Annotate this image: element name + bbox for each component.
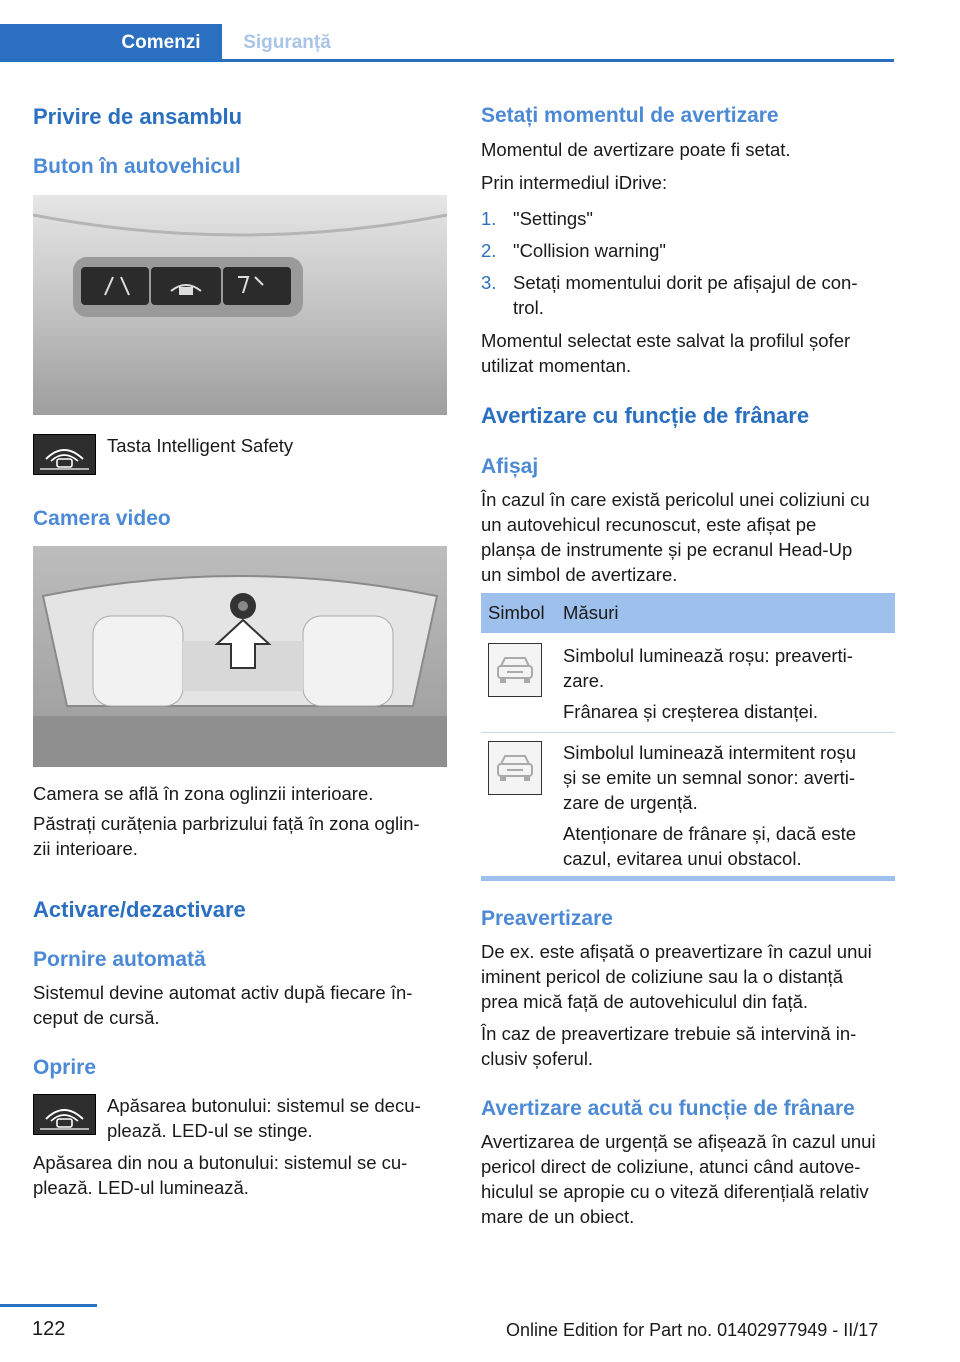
page-number: 122	[32, 1318, 66, 1340]
subsection-title-auto-start: Pornire automată	[33, 948, 206, 971]
subsection-title-prewarning: Preavertizare	[481, 907, 613, 930]
subsection-title-acute-warning: Avertizare acută cu funcție de frânare	[481, 1097, 855, 1120]
car-warning-icon	[488, 741, 542, 795]
edition-text: Online Edition for Part no. 01402977949 - II/17	[506, 1320, 879, 1340]
button-caption: Tasta Intelligent Safety	[107, 435, 294, 456]
row2-text-5: cazul, evitarea unui obstacol.	[563, 848, 802, 869]
column-header-measures: Măsuri	[563, 602, 619, 623]
table-bottom-border	[481, 876, 895, 881]
row2-text-3: zare de urgență.	[563, 792, 698, 813]
display-text-1: În cazul în care există pericolul unei coliziuni cu	[481, 489, 870, 510]
subsection-title-warning-time: Setați momentul de avertizare	[481, 104, 779, 127]
tab-siguranta[interactable]: Siguranță	[243, 32, 331, 53]
warning-time-text: Momentul de avertizare poate fi setat.	[481, 139, 791, 160]
subsection-title-button: Buton în autovehicul	[33, 155, 241, 178]
tab-bar	[0, 24, 894, 62]
display-text-4: un simbol de avertizare.	[481, 564, 678, 585]
table-header	[481, 593, 895, 633]
intelligent-safety-icon	[33, 434, 96, 475]
camera-location-text: Camera se află în zona oglinzii interioare.	[33, 783, 374, 804]
camera-clean-text-2: zii interioare.	[33, 838, 138, 859]
section-title: Privire de ansamblu	[33, 104, 243, 129]
row1-text-1: Simbolul luminează roșu: preaverti‐	[563, 645, 853, 666]
section-title-activation: Activare/dezactivare	[33, 897, 246, 922]
acute-text-3: hiculul se apropie cu o viteză diferențială relativ	[481, 1181, 869, 1202]
acute-text-1: Avertizarea de urgență se afișează în cazul unui	[481, 1131, 876, 1152]
footer-accent-line	[0, 1304, 97, 1307]
off-text-2: plează. LED-ul se stinge.	[107, 1120, 313, 1141]
prewarning-text-2: iminent pericol de coliziune sau la o distanță	[481, 966, 843, 987]
subsection-title-off: Oprire	[33, 1056, 97, 1079]
on-text-1: Apăsarea din nou a butonului: sistemul se cu‐	[33, 1152, 408, 1173]
display-text-2: un autovehicul recunoscut, este afișat pe	[481, 514, 817, 535]
row1-text-3: Frânarea și creșterea distanței.	[563, 701, 819, 722]
acute-text-2: pericol direct de coliziune, atunci când autove‐	[481, 1156, 861, 1177]
profile-text-2: utilizat momentan.	[481, 355, 632, 376]
prewarning-text-4: În caz de preavertizare trebuie să intervină in‐	[481, 1023, 857, 1044]
auto-start-text-2: ceput de cursă.	[33, 1007, 160, 1028]
acute-text-4: mare de un obiect.	[481, 1206, 635, 1227]
camera-clean-text-1: Păstrați curățenia parbrizului față în zona oglin‐	[33, 813, 420, 834]
section-title-braking: Avertizare cu funcție de frânare	[481, 403, 810, 428]
camera-photo	[33, 546, 447, 767]
step-number: 3.	[481, 272, 497, 293]
profile-text-1: Momentul selectat este salvat la profilul șofer	[481, 330, 851, 351]
display-text-3: planșa de instrumente și pe ecranul Head-Up	[481, 539, 853, 560]
column-header-symbol: Simbol	[488, 602, 545, 623]
row2-text-4: Atenționare de frânare și, dacă este	[563, 823, 857, 844]
step-number: 2.	[481, 240, 497, 261]
row2-text-2: și se emite un semnal sonor: averti‐	[563, 767, 856, 788]
subsection-title-display: Afișaj	[481, 455, 539, 478]
row1-text-2: zare.	[563, 670, 605, 691]
step-number: 1.	[481, 208, 497, 229]
step-text: "Collision warning"	[513, 240, 666, 261]
step-text: "Settings"	[513, 208, 593, 229]
car-warning-icon	[488, 643, 542, 697]
idrive-text: Prin intermediul iDrive:	[481, 172, 668, 193]
prewarning-text-5: clusiv șoferul.	[481, 1048, 594, 1069]
tab-comenzi[interactable]: Comenzi	[100, 24, 222, 62]
roof-buttons-photo	[33, 195, 447, 415]
prewarning-text-3: prea mică față de autovehiculul din față.	[481, 991, 809, 1012]
on-text-2: plează. LED-ul luminează.	[33, 1177, 249, 1198]
step-text-cont: trol.	[513, 297, 544, 318]
table-row-divider	[481, 732, 895, 733]
auto-start-text-1: Sistemul devine automat activ după fiecare în‐	[33, 982, 413, 1003]
subsection-title-camera: Camera video	[33, 507, 171, 530]
off-text-1: Apăsarea butonului: sistemul se decu‐	[107, 1095, 421, 1116]
step-text: Setați momentului dorit pe afișajul de con‐	[513, 272, 858, 293]
prewarning-text-1: De ex. este afișată o preavertizare în cazul unui	[481, 941, 872, 962]
intelligent-safety-icon-off	[33, 1094, 96, 1135]
row2-text-1: Simbolul luminează intermitent roșu	[563, 742, 857, 763]
